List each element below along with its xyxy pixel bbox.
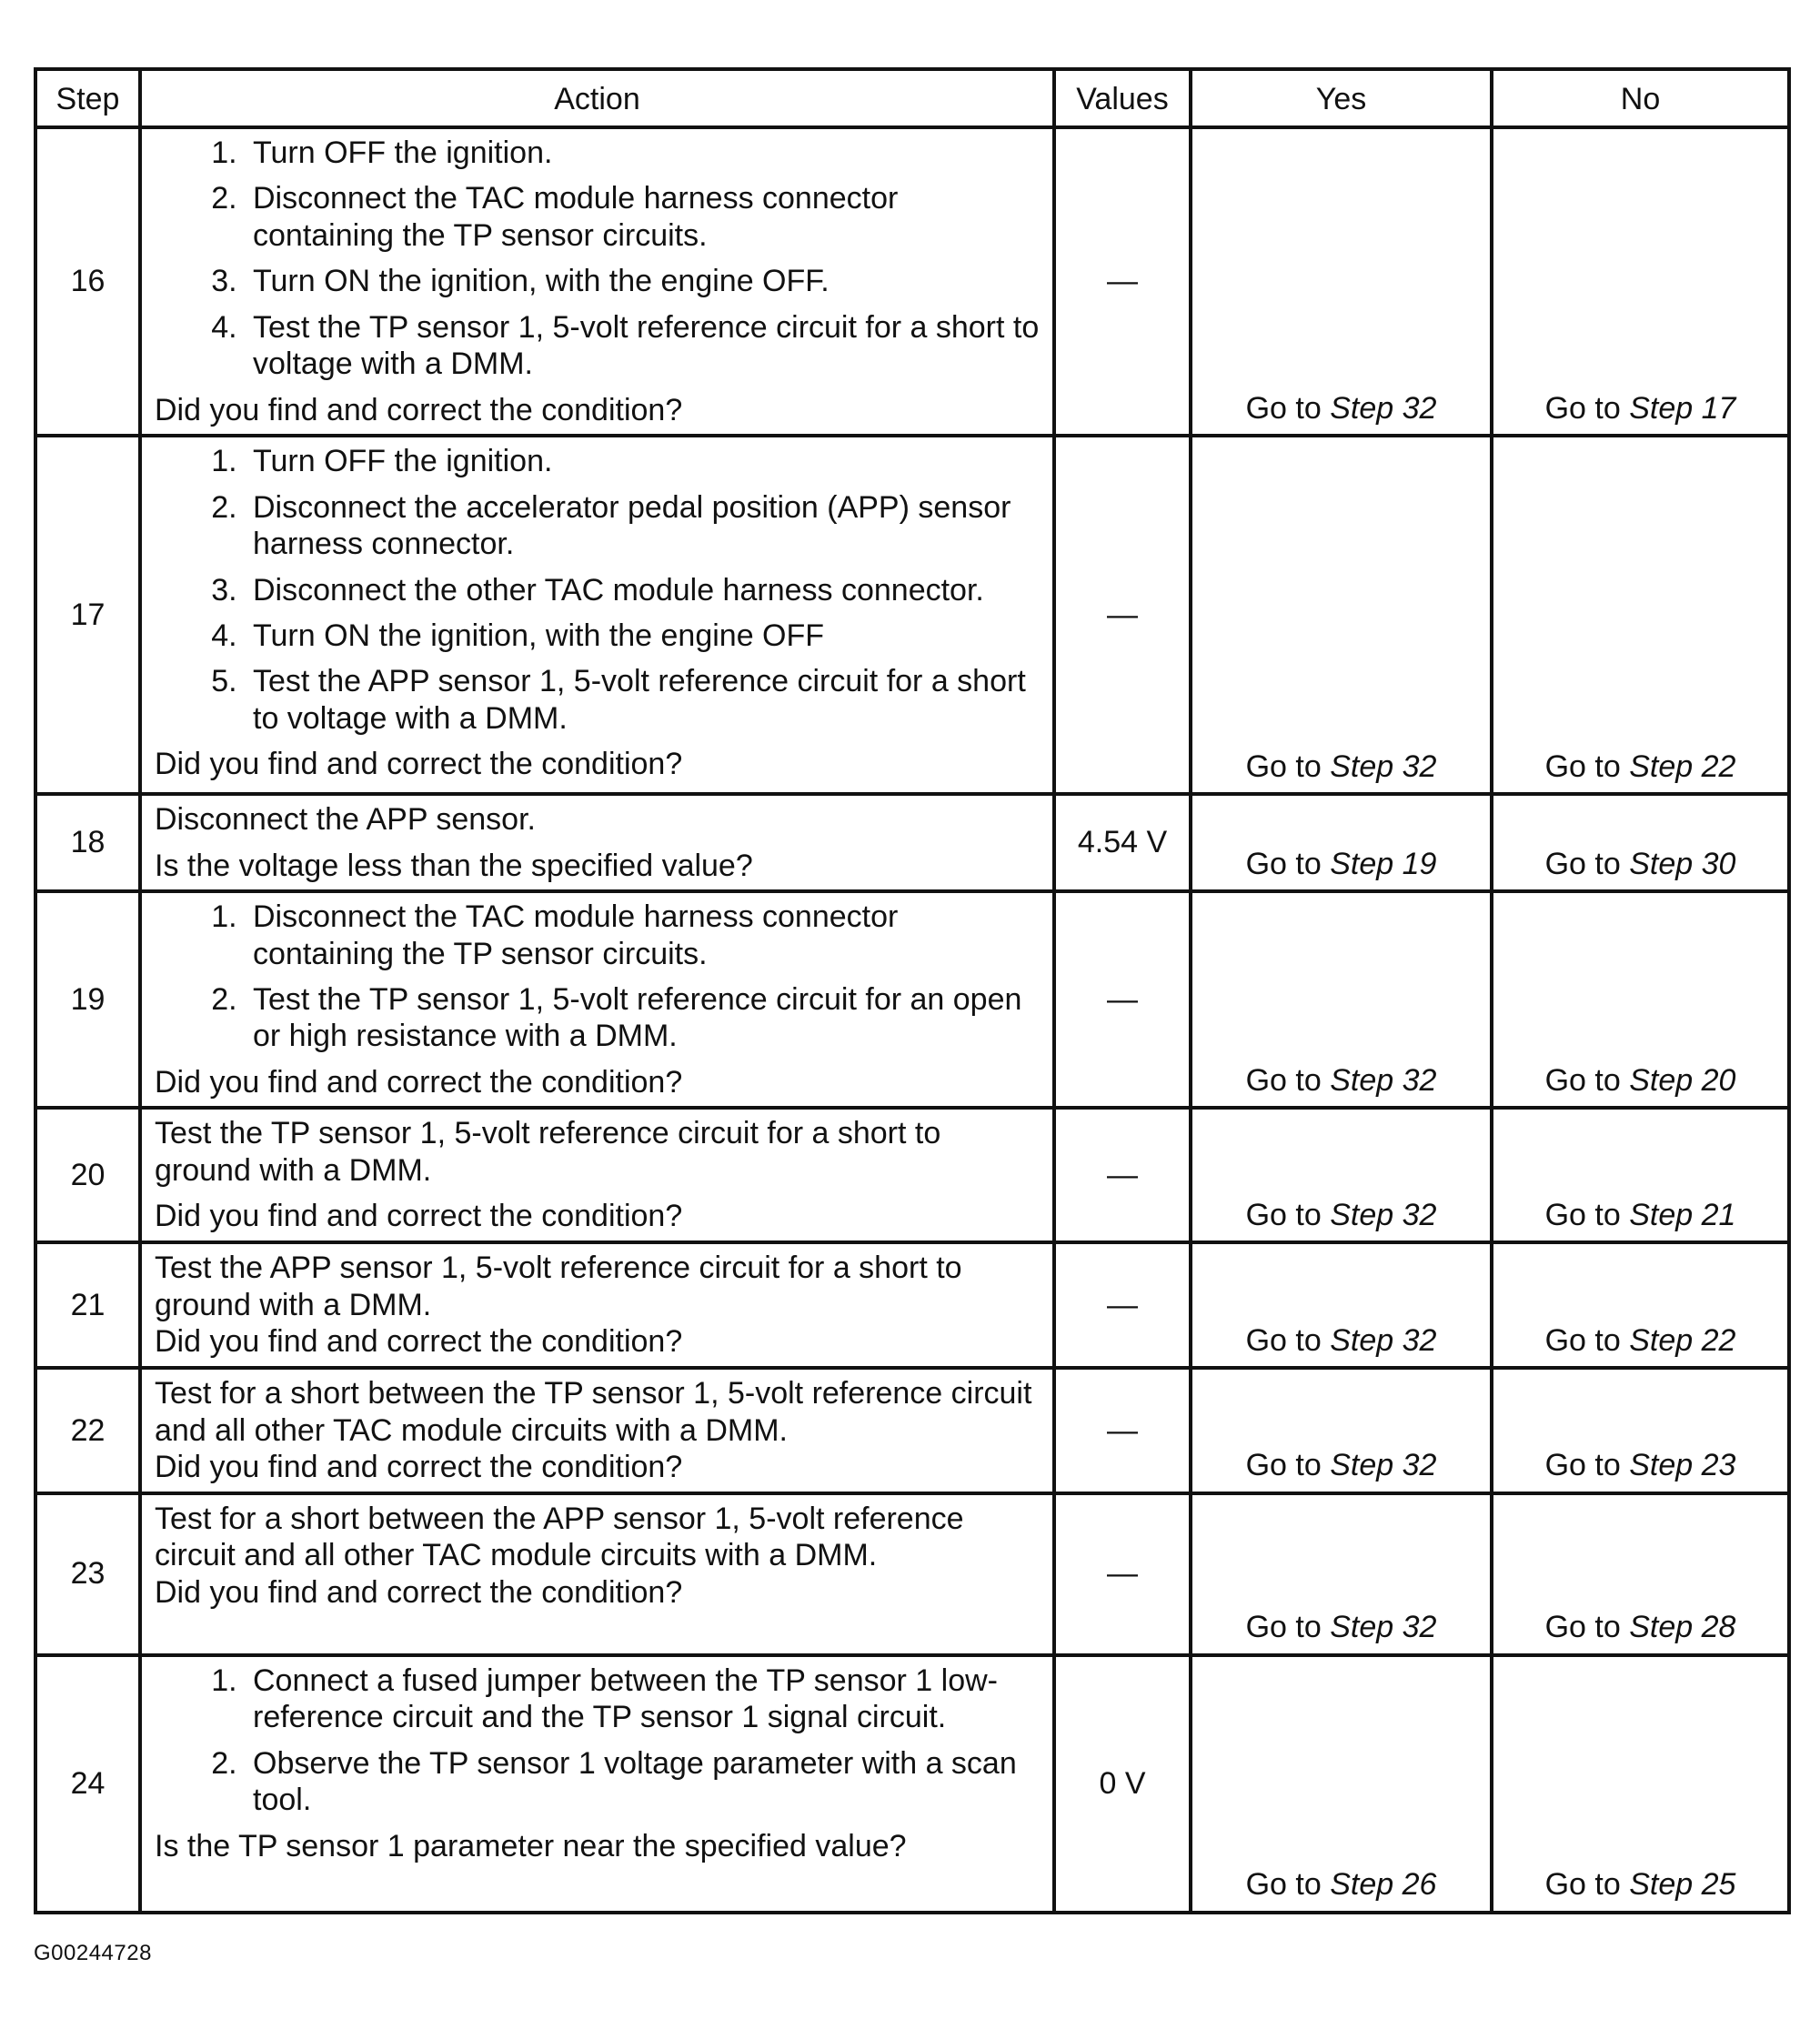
- step-link-no: Step 30: [1629, 846, 1736, 881]
- action-steps-list: [155, 899, 1041, 1055]
- action-cell: [140, 1368, 1054, 1492]
- action-step-item: 1. Disconnect the TAC module harness connector containing the TP sensor circuits.: [246, 899, 1041, 972]
- step-link-yes: Step 32: [1330, 1197, 1437, 1232]
- action-line: Did you find and correct the condition?: [155, 1574, 683, 1610]
- action-step-item: 5. Test the APP sensor 1, 5-volt reference circuit for a short to voltage with a DMM.: [246, 663, 1041, 737]
- no-cell: [1492, 1108, 1789, 1242]
- value-cell: 0 V: [1054, 1655, 1191, 1913]
- action-line: Did you find and correct the condition?: [155, 1324, 683, 1360]
- table-row: [35, 1368, 1789, 1492]
- value-cell: —: [1054, 1493, 1191, 1655]
- step-link-no: Step 21: [1629, 1197, 1736, 1232]
- header-values: Values: [1054, 69, 1191, 127]
- go-to-label: Go to: [1544, 1322, 1621, 1358]
- action-cell: [140, 1493, 1054, 1655]
- value-cell: —: [1054, 1242, 1191, 1368]
- step-number: 18: [35, 794, 140, 891]
- step-link-no: Step 22: [1629, 1322, 1736, 1358]
- step-link-yes: Step 26: [1330, 1867, 1437, 1903]
- figure-id: G00244728: [34, 1941, 152, 1965]
- action-line: Test the TP sensor 1, 5-volt reference circuit for a short to ground with a DMM.: [155, 1116, 941, 1188]
- action-cell: [140, 1655, 1054, 1913]
- go-to-label: Go to: [1245, 1448, 1322, 1483]
- go-to-label: Go to: [1245, 1062, 1322, 1098]
- no-cell: [1492, 1655, 1789, 1913]
- action-line: Did you find and correct the condition?: [155, 1199, 683, 1234]
- action-steps-list: [155, 1662, 1041, 1819]
- go-to-label: Go to: [1245, 1322, 1322, 1358]
- action-line: Disconnect the APP sensor.: [155, 802, 536, 838]
- step-link-no: Step 17: [1629, 390, 1736, 426]
- header-no: No: [1492, 69, 1789, 127]
- go-to-label: Go to: [1544, 846, 1621, 881]
- step-link-no: Step 25: [1629, 1867, 1736, 1903]
- step-number: 22: [35, 1368, 140, 1492]
- value-cell: —: [1054, 436, 1191, 794]
- step-number: 17: [35, 436, 140, 794]
- step-number: 24: [35, 1655, 140, 1913]
- go-to-label: Go to: [1245, 1867, 1322, 1903]
- action-line: Is the TP sensor 1 parameter near the specified value?: [155, 1828, 907, 1863]
- no-cell: [1492, 436, 1789, 794]
- value-cell: 4.54 V: [1054, 794, 1191, 891]
- go-to-label: Go to: [1245, 1197, 1322, 1232]
- value-cell: —: [1054, 1368, 1191, 1492]
- step-link-yes: Step 19: [1330, 846, 1437, 881]
- no-cell: [1492, 794, 1789, 891]
- action-steps-list: [155, 443, 1041, 737]
- action-step-item: 1. Turn OFF the ignition.: [246, 135, 1041, 171]
- action-step-item: 2. Test the TP sensor 1, 5-volt reference circuit for an open or high resistance with a DMM.: [246, 981, 1041, 1055]
- step-link-yes: Step 32: [1330, 390, 1437, 426]
- yes-cell: [1191, 1242, 1492, 1368]
- header-action: Action: [140, 69, 1054, 127]
- diagnostic-table: [34, 67, 1791, 1914]
- action-cell: [140, 127, 1054, 436]
- action-steps-list: [155, 135, 1041, 383]
- action-line: Test for a short between the APP sensor 1, 5-volt reference circuit and all other TAC module circuits with a DMM.: [155, 1501, 964, 1573]
- yes-cell: [1191, 891, 1492, 1108]
- step-link-yes: Step 32: [1330, 1610, 1437, 1645]
- step-number: 20: [35, 1108, 140, 1242]
- step-number: 23: [35, 1493, 140, 1655]
- table-row: [35, 127, 1789, 436]
- action-step-item: 4. Test the TP sensor 1, 5-volt reference circuit for a short to voltage with a DMM.: [246, 309, 1041, 383]
- step-number: 16: [35, 127, 140, 436]
- step-number: 19: [35, 891, 140, 1108]
- go-to-label: Go to: [1245, 390, 1322, 426]
- yes-cell: [1191, 436, 1492, 794]
- no-cell: [1492, 891, 1789, 1108]
- table-row: [35, 1242, 1789, 1368]
- action-step-item: 3. Disconnect the other TAC module harness connector.: [246, 572, 1041, 608]
- step-link-no: Step 22: [1629, 748, 1736, 784]
- no-cell: [1492, 1242, 1789, 1368]
- table-row: [35, 1108, 1789, 1242]
- action-line: Did you find and correct the condition?: [155, 747, 683, 782]
- action-line: Test for a short between the TP sensor 1, 5-volt reference circuit and all other TAC module circuits with a DMM.: [155, 1376, 1032, 1448]
- go-to-label: Go to: [1544, 748, 1621, 784]
- table-row: [35, 891, 1789, 1108]
- yes-cell: [1191, 1655, 1492, 1913]
- yes-cell: [1191, 794, 1492, 891]
- action-step-item: 4. Turn ON the ignition, with the engine OFF: [246, 618, 1041, 654]
- no-cell: [1492, 127, 1789, 436]
- go-to-label: Go to: [1544, 1610, 1621, 1645]
- table-row: [35, 1655, 1789, 1913]
- action-line: Did you find and correct the condition?: [155, 392, 683, 427]
- action-cell: [140, 794, 1054, 891]
- step-number: 21: [35, 1242, 140, 1368]
- go-to-label: Go to: [1245, 748, 1322, 784]
- step-link-no: Step 23: [1629, 1448, 1736, 1483]
- value-cell: —: [1054, 891, 1191, 1108]
- action-cell: [140, 436, 1054, 794]
- step-link-no: Step 20: [1629, 1062, 1736, 1098]
- header-row: [35, 69, 1789, 127]
- go-to-label: Go to: [1544, 390, 1621, 426]
- action-step-item: 2. Observe the TP sensor 1 voltage parameter with a scan tool.: [246, 1745, 1041, 1819]
- go-to-label: Go to: [1245, 846, 1322, 881]
- step-link-yes: Step 32: [1330, 1062, 1437, 1098]
- step-link-yes: Step 32: [1330, 748, 1437, 784]
- action-line: Is the voltage less than the specified value?: [155, 848, 753, 883]
- go-to-label: Go to: [1544, 1197, 1621, 1232]
- step-link-yes: Step 32: [1330, 1322, 1437, 1358]
- value-cell: —: [1054, 127, 1191, 436]
- step-link-yes: Step 32: [1330, 1448, 1437, 1483]
- action-line: Test the APP sensor 1, 5-volt reference circuit for a short to ground with a DMM.: [155, 1251, 962, 1322]
- action-step-item: 3. Turn ON the ignition, with the engine OFF.: [246, 263, 1041, 299]
- action-step-item: 2. Disconnect the TAC module harness connector containing the TP sensor circuits.: [246, 180, 1041, 254]
- go-to-label: Go to: [1544, 1448, 1621, 1483]
- action-step-item: 1. Connect a fused jumper between the TP sensor 1 low-reference circuit and the TP sensor 1 signal circuit.: [246, 1662, 1041, 1736]
- header-step: Step: [35, 69, 140, 127]
- value-cell: —: [1054, 1108, 1191, 1242]
- header-yes: Yes: [1191, 69, 1492, 127]
- yes-cell: [1191, 1108, 1492, 1242]
- yes-cell: [1191, 1368, 1492, 1492]
- action-step-item: 2. Disconnect the accelerator pedal position (APP) sensor harness connector.: [246, 489, 1041, 563]
- go-to-label: Go to: [1544, 1867, 1621, 1903]
- step-link-no: Step 28: [1629, 1610, 1736, 1645]
- action-cell: [140, 1242, 1054, 1368]
- no-cell: [1492, 1368, 1789, 1492]
- go-to-label: Go to: [1245, 1610, 1322, 1645]
- action-cell: [140, 891, 1054, 1108]
- yes-cell: [1191, 1493, 1492, 1655]
- table-row: [35, 1493, 1789, 1655]
- table-row: [35, 436, 1789, 794]
- table-row: [35, 794, 1789, 891]
- action-line: Did you find and correct the condition?: [155, 1450, 683, 1485]
- no-cell: [1492, 1493, 1789, 1655]
- action-cell: [140, 1108, 1054, 1242]
- action-line: Did you find and correct the condition?: [155, 1064, 683, 1100]
- action-step-item: 1. Turn OFF the ignition.: [246, 443, 1041, 479]
- yes-cell: [1191, 127, 1492, 436]
- go-to-label: Go to: [1544, 1062, 1621, 1098]
